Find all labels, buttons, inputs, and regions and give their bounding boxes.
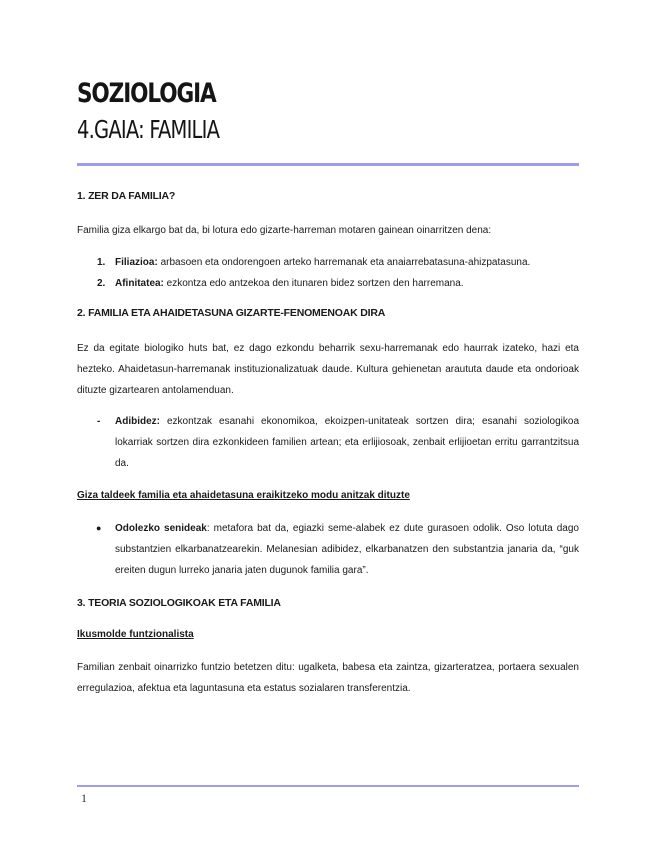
bullet-item-marker: ●	[96, 523, 102, 533]
dash-item	[115, 411, 579, 474]
section-1-heading: 1. ZER DA FAMILIA?	[77, 190, 176, 202]
section-2-subheading: Giza taldeek familia eta ahaidetasuna eraikitzeko modu anitzak dituzte	[77, 490, 410, 501]
document-subtitle: 4.GAIA: FAMILIA	[77, 115, 220, 144]
page-number: 1	[81, 791, 87, 805]
list-item-2-marker: 2.	[97, 278, 106, 289]
bullet-item-text: : metafora bat da, egiazki seme-alabek ez dute gurasoen odolik. Oso lotuta dago substantzien elkarbanatzearekin. Melanesian adibidez, elkarbanatzen den substantzia janaria da, “guk ereiten dugun lurreko janaria jaten dugunok familia gara”.	[115, 523, 579, 576]
list-item-1-term: Filiazioa:	[115, 257, 158, 268]
title-divider	[77, 163, 579, 166]
section-3-heading: 3. TEORIA SOZIOLOGIKOAK ETA FAMILIA	[77, 597, 281, 609]
footer-divider	[77, 785, 579, 787]
list-item-1-marker: 1.	[97, 257, 106, 268]
section-1-intro: Familia giza elkargo bat da, bi lotura edo gizarte-harreman motaren gainean oinarritzen dena:	[77, 225, 492, 236]
dash-item-term: Adibidez:	[115, 416, 160, 427]
list-item-1	[115, 252, 579, 273]
list-item-2	[115, 273, 579, 294]
bullet-item-term: Odolezko senideak	[115, 523, 207, 534]
bullet-item	[115, 518, 579, 581]
section-3-subheading: Ikusmolde funtzionalista	[77, 629, 194, 640]
document-title: SOZIOLOGIA	[77, 78, 216, 109]
section-3-paragraph: Familian zenbait oinarrizko funtzio betetzen ditu: ugalketa, babesa eta zaintza, gizarteratzea, portaera sexualen erregulazioa, afektua eta laguntasuna eta estatus sozialaren transferentzia.	[77, 662, 579, 694]
dash-item-text: ezkontzak esanahi ekonomikoa, ekoizpen-unitateak sortzen dira; esanahi soziologikoa lokarriak sortzen dira ezkonkideen familien artean; eta erlijiosoak, zenbait erlijioetan erritu garrantzitsua da.	[115, 416, 579, 469]
section-2-paragraph: Ez da egitate biologiko huts bat, ez dago ezkondu beharrik sexu-harremanak edo haurrak izateko, hazi eta hezteko. Ahaidetasun-harremanak instituzionalizatuak daude. Kultura gehienetan araututa daude eta ondorioak dituzte gizartearen antolamenduan.	[77, 343, 579, 396]
section-2-heading: 2. FAMILIA ETA AHAIDETASUNA GIZARTE-FENOMENOAK DIRA	[77, 307, 386, 319]
list-item-2-term: Afinitatea:	[115, 278, 164, 289]
list-item-2-text: ezkontza edo antzekoa den itunaren bidez sortzen den harremana.	[163, 278, 464, 289]
list-item-1-text: arbasoen eta ondorengoen arteko harremanak eta anaiarrebatasuna-ahizpatasuna.	[157, 257, 531, 268]
dash-item-marker: -	[97, 416, 101, 427]
